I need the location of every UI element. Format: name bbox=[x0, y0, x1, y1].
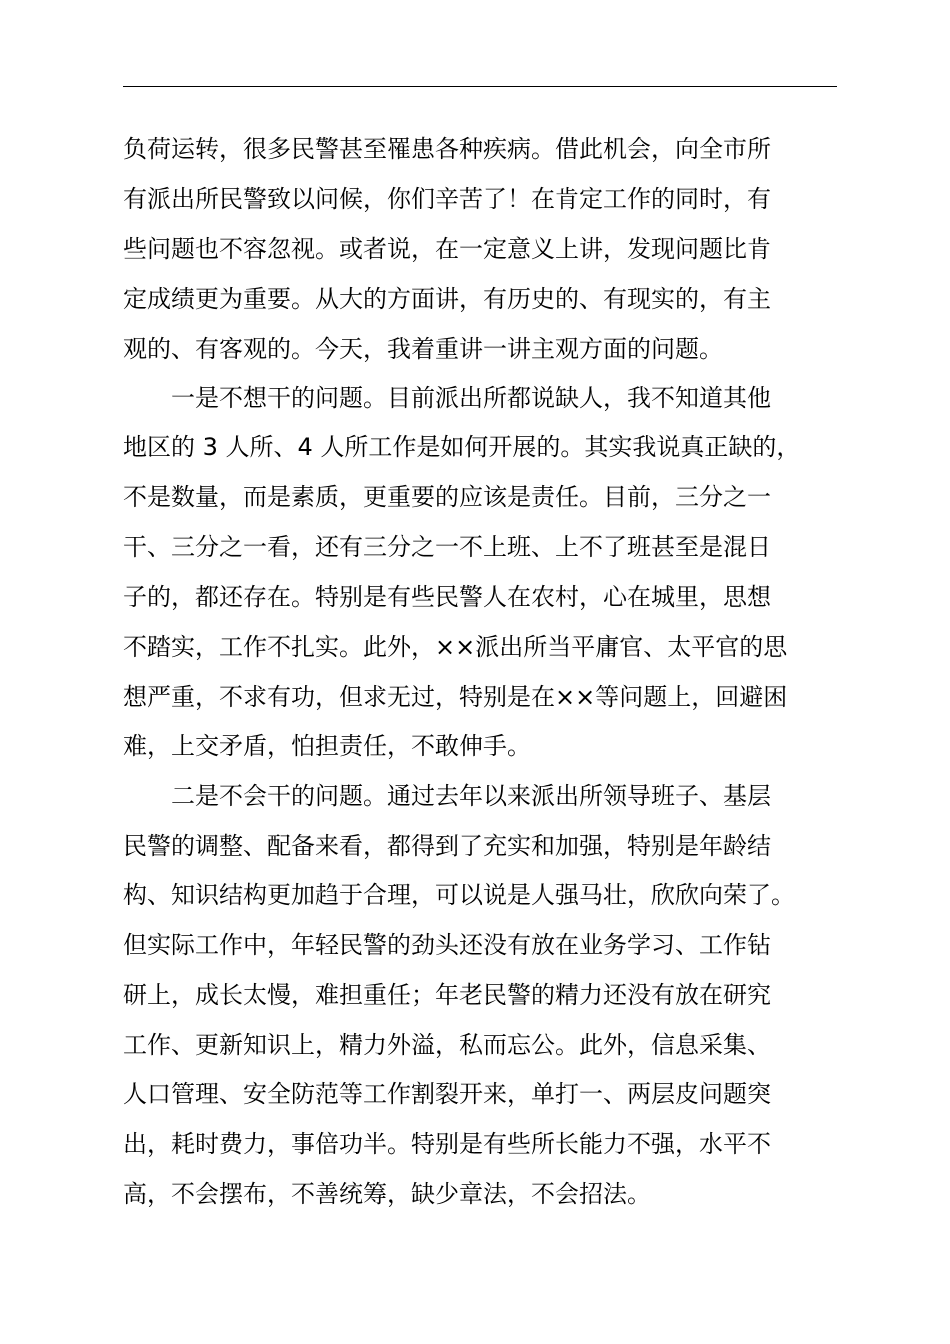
text-line-12: 想严重，不求有功，但求无过，特别是在××等问题上，回避困 bbox=[123, 683, 788, 711]
text-line-4: 定成绩更为重要。从大的方面讲，有历史的、有现实的，有主 bbox=[123, 285, 771, 313]
text-line-13: 难，上交矛盾，怕担责任，不敢伸手。 bbox=[123, 732, 531, 760]
text-line-10: 子的，都还存在。特别是有些民警人在农村，心在城里，思想 bbox=[123, 583, 771, 611]
paragraph-2-start: 一是不想干的问题。目前派出所都说缺人，我不知道其他 bbox=[171, 384, 771, 412]
paragraph-3-start: 二是不会干的问题。通过去年以来派出所领导班子、基层 bbox=[171, 782, 771, 810]
text-line-7: 地区的 3 人所、4 人所工作是如何开展的。其实我说真正缺的， bbox=[123, 433, 801, 461]
text-line-18: 研上，成长太慢，难担重任；年老民警的精力还没有放在研究 bbox=[123, 981, 771, 1009]
text-line-22: 高，不会摆布，不善统筹，缺少章法，不会招法。 bbox=[123, 1180, 651, 1208]
text-line-21: 出，耗时费力，事倍功半。特别是有些所长能力不强，水平不 bbox=[123, 1130, 771, 1158]
text-line-1: 负荷运转，很多民警甚至罹患各种疾病。借此机会，向全市所 bbox=[123, 135, 771, 163]
header-rule bbox=[123, 86, 837, 87]
text-line-9: 干、三分之一看，还有三分之一不上班、上不了班甚至是混日 bbox=[123, 533, 771, 561]
text-line-8: 不是数量，而是素质，更重要的应该是责任。目前，三分之一 bbox=[123, 483, 771, 511]
text-line-11: 不踏实，工作不扎实。此外，××派出所当平庸官、太平官的思 bbox=[123, 633, 788, 661]
text-line-5: 观的、有客观的。今天，我着重讲一讲主观方面的问题。 bbox=[123, 335, 723, 363]
text-line-15: 民警的调整、配备来看，都得到了充实和加强，特别是年龄结 bbox=[123, 832, 771, 860]
text-line-16: 构、知识结构更加趋于合理，可以说是人强马壮，欣欣向荣了。 bbox=[123, 881, 795, 909]
text-line-17: 但实际工作中，年轻民警的劲头还没有放在业务学习、工作钻 bbox=[123, 931, 771, 959]
text-line-19: 工作、更新知识上，精力外溢，私而忘公。此外，信息采集、 bbox=[123, 1031, 771, 1059]
text-line-20: 人口管理、安全防范等工作割裂开来，单打一、两层皮问题突 bbox=[123, 1080, 771, 1108]
text-line-3: 些问题也不容忽视。或者说，在一定意义上讲，发现问题比肯 bbox=[123, 235, 771, 263]
text-line-2: 有派出所民警致以问候，你们辛苦了！在肯定工作的同时，有 bbox=[123, 185, 771, 213]
